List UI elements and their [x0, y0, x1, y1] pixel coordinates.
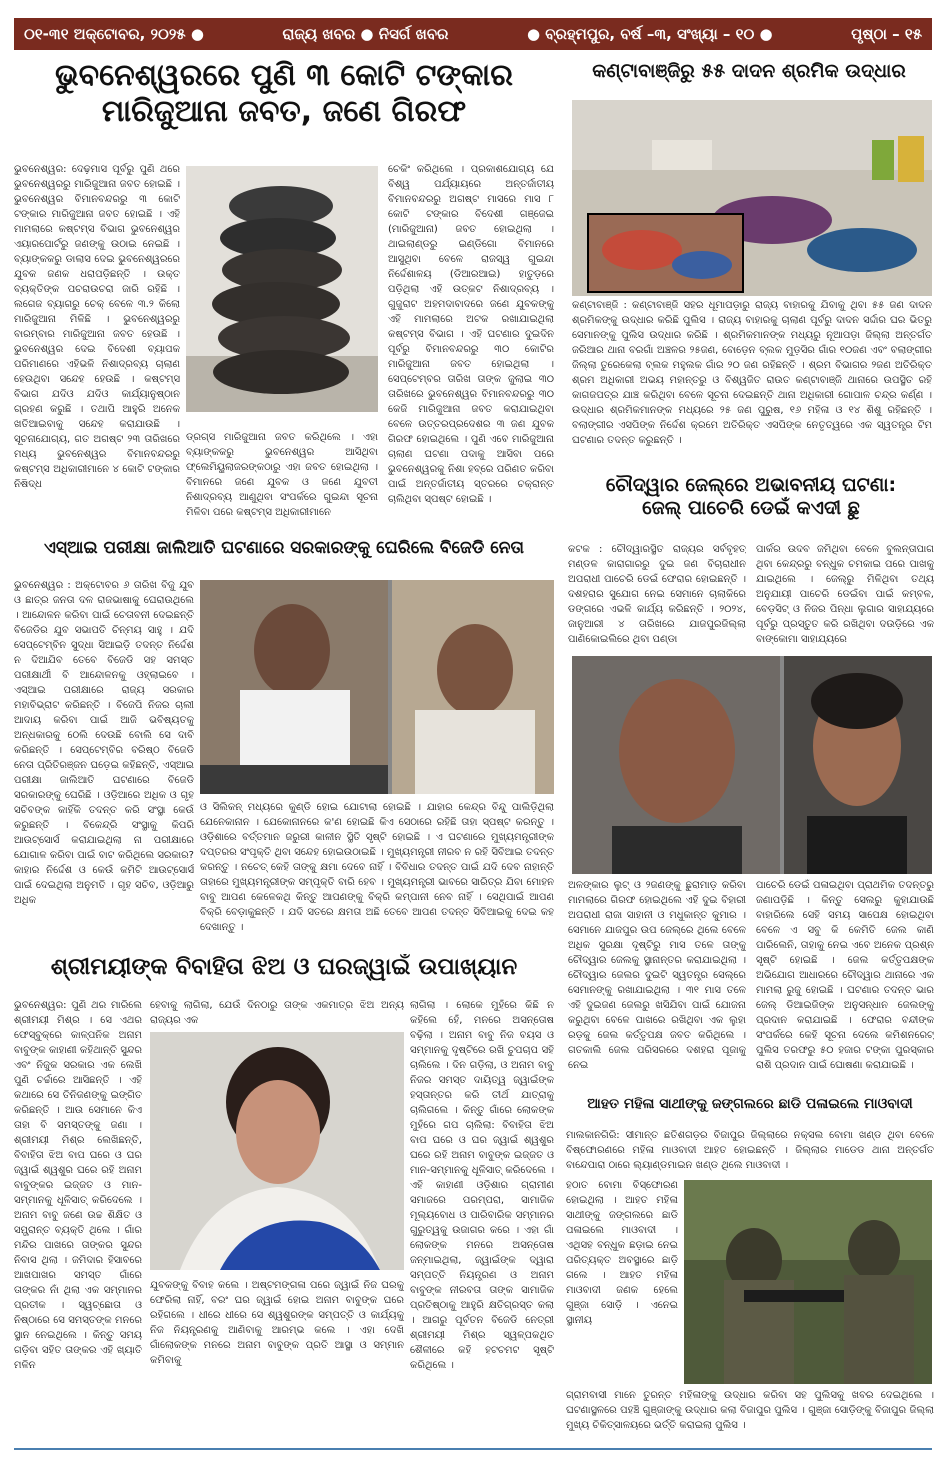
story5-photo-srimayee-mishra — [150, 1032, 404, 1270]
story2-headline: କଣ୍ଟାବାଞ୍ଜିରୁ ୫୫ ଦାଦନ ଶ୍ରମିକ ଉଦ୍ଧାର — [592, 60, 906, 82]
story3-col1-top: କଟକ : ଚୌଦ୍ୱାରସ୍ଥିତ ରାଜ୍ୟର ସର୍ବବୃହତ୍ ମଣ୍ଡଳ କାରାଗାରରୁ ଦୁଇ ଜଣ ବିଚାରାଧୀନ ଅପରାଧୀ ପାଚେରି ଡେଇଁ ଫେରାର ହୋଇଛନ୍ତି । ଦଶହରାର ସୁଯୋଗ ନେଇ ସେମାନେ ଚାଲାକିରେ ଡଙ୍ଗରେ ଏଭଳି କାର୍ଯ୍ୟ କରିଛନ୍ତି । ୨୦୨୪, ଜାନୁଆରୀ ୪ ତାରିଖରେ ଯାଜପୁରଜିଲ୍ଲା ପାଣିକୋଇଲିରେ ଥିବା ପଣ୍ଡା — [568, 544, 746, 645]
story3-headline-line2: ଜେଲ୍ ପାଚେରି ଡେଇଁ କଏଦୀ ଛୁ — [642, 496, 860, 519]
story1-photo-marijuana-packets — [186, 166, 378, 412]
story5-col2-bottom: ଯୁବକଙ୍କୁ ବିବାହ କଲେ । ଅଷ୍ଟମଙ୍ଗଳା ପରେ ଜ୍ୱାଇଁ ନିଜ ଘରକୁ ଫେରିଲା ନାହିଁ, ବରଂ ଘର ଜ୍ୱାଇଁ ହୋଇ ଅନାମ ବାବୁଙ୍କ ଘରେ ରହିଗଲେ । ଧୀରେ ଧୀରେ ସେ ଶ୍ୱଶୁରଙ୍କ ସମ୍ପତ୍ତି ଓ କାର୍ଯ୍ୟକୁ ନିଜ ନିୟନ୍ତ୍ରଣକୁ ଆଣିବାକୁ ଆରମ୍ଭ କଲେ । ଏହା ଦେଖି ଗାଁଲୋକଙ୍କ ମନରେ ଅନାମ ବାବୁଙ୍କ ପ୍ରତି ଆସ୍ଥା ଓ ସମ୍ମାନ କମିବାକୁ — [150, 1280, 404, 1366]
story3-photo-escaped-prisoners — [572, 656, 932, 874]
story4-col2: ଓ ସିଲିକନ୍ ମଧ୍ୟରେ କୁଣ୍ଡି ହୋଇ ଯୋଟାଲା ହୋଇଛି । ଯାହାର କେନ୍ଦ୍ର ବିନ୍ଦୁ ପାଲିଡ଼ିଥିଲା ଯେନେକାନାନ । ଯେକୋନାନରେ କ'ଣ ହୋଇଛି କିଏ ସେଠାରେ ରହିଛି ତାହା ସ୍ପଷ୍ଟ କରନ୍ତୁ । ଓଡ଼ିଶାରେ ବର୍ତ୍ତମାନ ଜରୁରୀ କାଳୀନ ସ୍ଥିତି ସୃଷ୍ଟି ହୋଇଛି । ଏ ଘଟଣାରେ ମୁଖ୍ୟମନ୍ତ୍ରୀଙ୍କ ଦପ୍ତରର ସଂପୃକ୍ତି ଥିବା ସନ୍ଦେହ ହୋଇଉଠାଇଛି । ମୁଖ୍ୟମନ୍ତ୍ରୀ ନୀରବ ନ ରହି ସିବିଆଇ ତଦନ୍ତ କରନ୍ତୁ । ନଚେତ୍ କେହି ତାଙ୍କୁ କ୍ଷମା ଦେବେ ନାହିଁ । ବିବିଧାର ତଦନ୍ତ ପାଇଁ ଯଦି ଦେବ ନାହାନ୍ତି ତାହାରେ ମୁଖ୍ୟମନ୍ତ୍ରୀଙ୍କ ସମ୍ପୃକ୍ତି ବାରି ହେବ । ମୁଖ୍ୟମନ୍ତ୍ରୀ ଭାବରେ ସାରିତ୍ର ଯିବା ମୋହନ ବାବୁ ଆପଣ କେଳେକଥି କିନ୍ତୁ ଆପଣଙ୍କୁ ବିକ୍ରି କମ୍ପାନୀ ନେବ ନାହିଁ । ସେଥିପାଇଁ ଆପଣ ବିକ୍ରି ବେଡ଼ାକୁଛନ୍ତି । ଯଦି ସତରେ କ୍ଷମତା ଅଛି ତେବେ ଆପଣ ତଦନ୍ତ ସିବିଆଇକୁ ଦେଇ କହ ଦେଖାନ୍ତୁ । — [200, 802, 554, 933]
story2-photo-rescued-workers — [572, 100, 932, 296]
story5-headline: ଶ୍ରୀମୟୀଙ୍କ ବିବାହିତା ଝିଅ ଓ ଘରଜ୍ୱାଇଁ ଉପାଖ୍ୟାନ — [50, 954, 518, 980]
story3-headline — [568, 474, 934, 540]
story1-headline-line1: ଭୁବନେଶ୍ୱରରେ ପୁଣି ୩ କୋଟି ଟଙ୍କାର — [55, 58, 513, 93]
masthead-sections: ରାଜ୍ୟ ଖବର ● ନିସର୍ଗ ଖବର — [282, 25, 449, 43]
story1-col2-bottom: ଡ୍ରଗ୍ସ ମାରିଜୁଆନା ଜବତ କରିଥିଲେ । ଏହା ବ୍ୟାଙ୍କକରୁ ଭୁବନେଶ୍ୱର ଆସିଥିବା ଫ୍ଲେମିୟୁଲାଜରଙ୍କଠାରୁ ଏହା ଜବତ ହୋଇଥିଲା । ବିମାନରେ ଜଣେ ଯୁବକ ଓ ଜଣେ ଯୁବତୀ ନିଶାଦ୍ରବ୍ୟ ଆଣୁଥିବା ସଂପର୍କରେ ଗୁଇନ୍ଦା ସୂଚନା ମିଳିବା ପରେ କଷ୍ଟମ୍ସ ଅଧିକାରୀମାନେ — [186, 432, 378, 518]
story3-col1-bottom: ଅଳଙ୍କାର ଲୁଟ୍ ଓ ୨ଜଣଙ୍କୁ ଛୁରାମାଡ଼ କରିବା ମାମଲାରେ ଗିରଫ ହୋଇଥିଲେ ଏହି ଦୁଇ ବିହାରୀ ଅପରାଧୀ ରାଜା ସାହାନୀ ଓ ମଧୁକାନ୍ତ କୁମାର । ସେମାନେ ଯାଜପୁର ଉପ ଜେଲ୍‌ରେ ଥିଲେ ବେଳେ ଅଧିକ ସୁରକ୍ଷା ଦୃଷ୍ଟିରୁ ମାସ ତଳେ ତାଙ୍କୁ ଚୌଦ୍ୱାର ଜେଲକୁ ସ୍ଥାନାନ୍ତର କରାଯାଇଥିଲା । ଚୌଦ୍ୱାର ଜେଲର ଦୁଇଟି ସ୍ୱତନ୍ତ୍ର ସେଲ୍‌ରେ ସେମାନଙ୍କୁ ରଖାଯାଇଥିଲା । ୩୧ ମାସ ତଳେ ଏହି ଦୁଇଜଣ ଜେଲରୁ ଖସିଯିବା ପାଇଁ ଯୋଜନା କରୁଥିବା ବେଳେ ପାଖରେ ରଖିଥିବା ଏକ ଲୁହା ରଡ଼କୁ ଜେଲ କର୍ତ୍ତୃପକ୍ଷ ଜବତ କରିଥିଲେ । ଗତକାଲି ଜେଲ ପରିସରରେ ଦଶହରା ପୂଜାକୁ ନେଇ — [568, 880, 746, 1071]
story6-photo-security-forces — [684, 1180, 932, 1384]
story2-body: କଣ୍ଟାବାଞ୍ଜି : କଣ୍ଟାବାଞ୍ଜି ସହର ଧୂମାପଡ଼ାରୁ ରାଜ୍ୟ ବାହାରକୁ ଯିବାକୁ ଥିବା ୫୫ ଜଣ ଦାଦନ ଶ୍ରମିକଙ୍କୁ ଉଦ୍ଧାର କରିଛି ପୁଲିସ । ରାଜ୍ୟ ବାହାରକୁ ଚାଲାଣ ପୂର୍ବରୁ ଦାଦନ ସର୍ଦ୍ଦାର ଘର ଭିତରୁ ସେମାନଙ୍କୁ ପୁଲିସ ଉଦ୍ଧାର କରିଛି । ଶ୍ରମିକମାନଙ୍କ ମଧ୍ୟରୁ ନୂଆପଡ଼ା ଜିଲ୍ଲା ଅନ୍ତର୍ଗତ ଜରିଆର ଥାନା ବରଗାଁ ଅଞ୍ଚଳର ୨୫ଜଣ, ବୋଡ଼େନ ବ୍ଲକ ମୁଡ଼ସିର ଗାଁର ୧୦ଜଣ ଏବଂ ବଲାଙ୍ଗୀର ଜିଲ୍ଲା ତୁରେକେଲା ବ୍ଲକ ମହୁଲକ ଗାଁର ୨୦ ଜଣ ରହିଛନ୍ତି । ଶ୍ରମ ବିଭାଗର ୨ଜଣ ଅତିରିକ୍ତ ଶ୍ରମ ଅଧିକାରୀ ଅଭୟ ମହାନ୍ତରୁ ଓ ବିଶ୍ୱଜିତ ରାଉତ କଣ୍ଟାବାଞ୍ଜି ଥାନାରେ ଉପସ୍ଥିତ ରହି କାଗଜପତ୍ର ଯାଞ୍ଚ କରିଥିବା ବେଳେ ସୂଚନା ଦେଇଛନ୍ତି ଥାନା ଅଧିକାରୀ ଗୋପାଳ ଚନ୍ଦ୍ର କର୍ଣ୍ଣ । ଉଦ୍ଧାର ଶ୍ରମିକମାନଙ୍କ ମଧ୍ୟରେ ୨୫ ଜଣ ପୁରୁଷ, ୧୬ ମହିଳା ଓ ୧୪ ଶିଶୁ ରହିଛନ୍ତି । ବଲାଙ୍ଗୀର ଏସପିଙ୍କ ନିର୍ଦ୍ଦେଶ କ୍ରମେ ଅତିରିକ୍ତ ଏସପିଙ୍କ ନେତୃତ୍ୱରେ ଏକ ସ୍ୱତନ୍ତ୍ର ଟିମ ଘଟଣାର ତଦନ୍ତ କରୁଛନ୍ତି । — [572, 300, 932, 446]
story4-headline: ଏସ୍ଆଇ ପରୀକ୍ଷା ଜାଲିଆତି ଘଟଣାରେ ସରକାରଙ୍କୁ ଘେରିଲେ ବିଜେଡି ନେତା — [43, 538, 525, 558]
story3-col2-bottom: ପାଚେରି ଡେଇଁ ପଳାଇଥିବା ପ୍ରାଥମିକ ତଦନ୍ତରୁ ଜଣାପଡ଼ିଛି । କିନ୍ତୁ ସେଲରୁ କୁହାଯାଉଛି ବାହାରିଲେ ସେହି ସମୟ ସାପେକ୍ଷ ହୋଇଥିବା ବେଳେ ଏ ସବୁ କି କେମିତି ଜେଲ କାଣି ପାରିଲେନି, ତାହାକୁ ନେଇ ଏବେ ଅନେକ ପ୍ରଶ୍ନ ସୃଷ୍ଟି ହୋଇଛି । ଜେଲ କର୍ତ୍ତୃପକ୍ଷଙ୍କ ଅଭିଯୋଗ ଆଧାରରେ ଚୌଦ୍ୱାର ଥାନାରେ ଏକ ମାମଲା ରୁଜୁ ହୋଇଛି । ଘଟଣାର ତଦନ୍ତ ଭାର ଜେଲ୍ ଡିଆଇଜିଙ୍କ ଅନୁସନ୍ଧାନ ଜେଲଙ୍କୁ ପ୍ରଦାନ କରାଯାଇଛି । ଫେରାର ବନ୍ଦୀଙ୍କ ସଂପର୍କରେ କେହି ସୂଚନା ଦେଲେ କମିଶନରେଟ୍ ପୁଲିସ ତରଫରୁ ୫୦ ହଜାର ଟଙ୍କା ପୁରସ୍କାର ରାଶି ପ୍ରଦାନ ପାଇଁ ଘୋଷଣା କରାଯାଇଛି । — [756, 880, 934, 1071]
story3-headline-line1: ଚୌଦ୍ୱାର ଜେଲ୍‌ରେ ଅଭାବନୀୟ ଘଟଣା: — [605, 474, 897, 496]
masthead-place: ● ବ୍ରହ୍ମପୁର, ବର୍ଷ –୩, ସଂଖ୍ୟା – ୧୦ ● — [526, 25, 773, 43]
page-bottom-rule — [14, 1448, 932, 1450]
story5-col1: ଭୁବନେଶ୍ୱର: ପୁଣି ଥର ମାରିଲେ ଶ୍ରୀମୟୀ ମିଶ୍ର । ସେ ଏଥର ଫେସ୍‌ବୁକ୍‌ରେ କାଳ୍ପନିକ ଅନାମ ବାବୁଙ୍କ କାହାଣୀ କହିଥାନ୍ତି ସୁନ୍ଦର ଏବଂ ନିଜୁକ ସରକାର ଏକ ଲେଖି ପୁଣି ଚର୍ଚ୍ଚାରେ ଆସିଛନ୍ତି । ଏହି କଥାରେ ସେ ତିନିଜଣଙ୍କୁ ଇଙ୍ଗିତ କରିଛନ୍ତି । ଆଉ ସେମାନେ କିଏ ତାହା ବି ସମସ୍ତଙ୍କୁ ଜଣା । ଶ୍ରୀମୟୀ ମିଶ୍ର ଲେଖିଛନ୍ତି, ବିବାହିତା ଝିଅ ବାପ ଘରେ ଓ ଘର ଜ୍ୱାଇଁ ଶ୍ୱଶୁର ଘରେ ରହି ଅନାମ ବାବୁଙ୍କର ଇଜ୍ଜତ ଓ ମାନ-ସମ୍ମାନକୁ ଧୂଳିସାତ୍ କରିଦେଲେ । ଅନାମ ବାବୁ ଜଣେ ଉଚ୍ଚ ଶିକ୍ଷିତ ଓ ସମ୍ଭ୍ରାନ୍ତ ବ୍ୟକ୍ତି ଥିଲେ । ଗାଁର ମନ୍ଦିର ପାଖରେ ତାଙ୍କର ସୁନ୍ଦର ନିବାସ ଥିଲା । ଜମିଦାର ହିସାବରେ ଆଖପାଖର ସମସ୍ତ ଗାଁରେ ତାଙ୍କର ନାଁ ଥିଲା ଏକ ସମ୍ମାନର ପ୍ରତୀକ । ସ୍ୱଚ୍ଛୋତା ଓ ନିଷ୍ଠାରେ ସେ ସମସ୍ତଙ୍କ ମନରେ ସ୍ଥାନ ନେଇଥିଲେ । କିନ୍ତୁ ସମୟ ଗଡ଼ିବା ସହିତ ତାଙ୍କର ଏହି ଖ୍ୟାତି ମଳିନ — [14, 1000, 142, 1371]
story4-photo-bjd-leaders — [200, 580, 554, 794]
story6-headline: ଆହତ ମହିଳା ସାଥୀଙ୍କୁ ଜଙ୍ଗଲରେ ଛାଡି ପଳାଇଲେ ମାଓବାଦୀ — [587, 1096, 913, 1112]
story6-top: ମାଲକାନଗିରି: ସୀମାନ୍ତ ଛତିଶଗଡ଼ର ବିଜାପୁର ଜିଲ୍ଲାରେ ନକ୍ସଲ ବୋମା ଖଣ୍ଡ ଥିବା ବେଳେ ବିଷ୍ଫୋରଣରେ ମହିଳା ମାଓବାଦୀ ଆହତ ହୋଇଛନ୍ତି । ଜିଲ୍ଲାର ମାଡେଡ ଥାନା ଅନ୍ତର୍ଗତ ବାନ୍ଦେପାରା ଠାରେ ଲ୍ୟାଣ୍ଡମାଇନ ଖଣ୍ଡ ଥିଲେ ମାଓବାଦୀ । — [566, 1130, 934, 1171]
story1-col3: ଚେକିଂ କରିଥିଲେ । ପ୍ରକାଶଯୋଗ୍ୟ ଯେ ବିଶ୍ୱ ପର୍ଯ୍ୟାୟରେ ଅନ୍ତର୍ଜାତୀୟ ବିମାନବନ୍ଦରରୁ ଅଗଷ୍ଟ ମାସରେ ମାସ ୮ କୋଟି ଟଙ୍କାର ବିଦେଶୀ ଗଞ୍ଜେଇ (ମାରିଜୁଆନା) ଜବତ ହୋଇଥିଲା । ଥାଇଲାଣ୍ଡରୁ ଇଣ୍ଡିଗୋ ବିମାନରେ ଆସୁଥିବା ବେଳେ ରାଜସ୍ୱ ଗୁଇନ୍ଦା ନିର୍ଦ୍ଦେଶାଳୟ (ଡିଆରଆଇ) ହାତୁଡ଼ରେ ପଡ଼ିଥିଲା ଏହି ଉତ୍କଟ ନିଶାଦ୍ରବ୍ୟ । ଗୁଜୁରାଟ ଅହମଦାବାଦରେ ଜଣେ ଯୁବକଙ୍କୁ ଏହି ମାମଲାରେ ଅଟକ ରଖାଯାଇଥିଲା କଷ୍ଟମ୍ସ ବିଭାଗ । ଏହି ଘଟଣାର ଦୁଇଦିନ ପୂର୍ବରୁ ବିମାନବନ୍ଦରରୁ ୩୦ କୋଟିର ମାରିଜୁଆନା ଜବତ ହୋଇଥିଲା । ସେପ୍ଟେମ୍ବର ତାରିଖ ତାଙ୍କ ଜୁଲାଇ ୩୦ ତାରିଖରେ ଭୁବନେଶ୍ୱର ବିମାନବନ୍ଦରରୁ ୩୦ କେଜି ମାରିଜୁଆନା ଜବତ କରାଯାଇଥିବା ବେଳେ ଉତ୍ତରପ୍ରଦେଶର ୩ ଜଣ ଯୁବକ ଗିରଫ ହୋଇଥିଲେ । ପୁଣି ଏବେ ମାରିଜୁଆନା ଚାଲାଣ ଘଟଣା ପଦାକୁ ଆସିବା ପରେ ଭୁବନେଶ୍ୱରକୁ ନିଶା ହବ୍‌ରେ ପରିଣତ କରିବା ପାଇଁ ଅନ୍ତର୍ଜାତୀୟ ସ୍ତରରେ ଚକ୍ରାନ୍ତ ଚାଲିଥିବା ସ୍ପଷ୍ଟ ହୋଇଛି । — [388, 164, 554, 505]
story1-col1: ଭୁବନେଶ୍ୱର: ଦେଢ଼ମାସ ପୂର୍ବରୁ ପୁଣି ଥରେ ଭୁବନେଶ୍ୱରରୁ ମାରିଜୁଆନା ଜବତ ହୋଇଛି । ଭୁବନେଶ୍ୱର ବିମାନବନ୍ଦରରୁ ୩ କୋଟି ଟଙ୍କାର ମାରିଜୁଆନା ଜବତ ହୋଇଛି । ଏହି ମାମଲାରେ କଷ୍ଟମ୍ସ ବିଭାଗ ଭୁବନେଶ୍ୱର ଏୟାରପୋର୍ଟରୁ ଜଣଙ୍କୁ ଉଠାଇ ନେଇଛି । ବ୍ୟାଙ୍କକରୁ ଡାଲାସ ଦେଇ ଭୁବନେଶ୍ୱରରେ ଯୁବକ ଜଣକ ଧରାପଡ଼ିଛନ୍ତି । ଉକ୍ତ ବ୍ୟକ୍ତିଙ୍କ ପଚରାଉଚରା ଜାରି ରହିଛି । ଲଗେଜ ବ୍ୟାଗରୁ ଚେକ୍ ବେଳେ ୩.୨ କିଲୋ ମାରିଜୁଆନା ମିଳିଛି । ଭୁବନେଶ୍ୱରରୁ ବାରମ୍ବାର ମାରିଜୁଆନା ଜବତ ହେଉଛି । ଭୁବନେଶ୍ୱର ଦେଇ ବିଦେଶୀ ବ୍ୟାପକ ପରିମାଣରେ ଏହିଭଳି ନିଶାଦ୍ରବ୍ୟ ଚାଲାଣ ହେଉଥିବା ସନ୍ଦେହ ହେଉଛି । କଷ୍ଟମ୍ସ ବିଭାଗ ଯଦିଓ ଯଦିଓ କାର୍ଯ୍ୟାନୁଷ୍ଠାନ ଗ୍ରହଣ କରୁଛି । ତଥାପି ଆହୁରି ଅନେକ ଖତିଆଇବାକୁ ସନ୍ଦେହ କରାଯାଉଛି । ସୂଚନାଯୋଗ୍ୟ, ଗତ ଅଗଷ୍ଟ ୨୩ ତାରିଖରେ ମଧ୍ୟ ଭୁବନେଶ୍ୱର ବିମାନବନ୍ଦରରୁ କଷ୍ଟମ୍ସ ଅଧିକାରୀମାନେ ୪ କୋଟି ଟଙ୍କାର ନିଷିଦ୍ଧ — [14, 164, 180, 490]
story1-headline — [14, 58, 554, 154]
masthead-date: ୦୧-୩୧ ଅକ୍ଟୋବର, ୨୦୨୫ ● — [24, 25, 204, 43]
story6-bottom: ଗ୍ରାମବାସୀ ମାନେ ତୁରନ୍ତ ମହିଳାଙ୍କୁ ଉଦ୍ଧାର କରିବା ସହ ପୁଲିସକୁ ଖବର ଦେଇଥିଲେ । ଘଟଣାସ୍ଥଳରେ ପହଞ୍ଚି ଗୁଞ୍ଜାଙ୍କୁ ଉଦ୍ଧାର କଲା ବିଜାପୁର ପୁଲିସ । ଗୁଞ୍ଜା ସୋଡ଼ିଙ୍କୁ ବିଜାପୁର ଜିଲ୍ଲା ମୁଖ୍ୟ ଚିକିତ୍ସାଳୟରେ ଭର୍ତ୍ତି କରାଇଲା ପୁଲିସ । — [566, 1390, 934, 1431]
story4-col1: ଭୁବନେଶ୍ୱର : ଅକ୍ଟୋବର ୬ ତାରିଖ ବିଜୁ ଯୁବ ଓ ଛାତ୍ର ଜନତା ଦଳ ରାଜଭାଷାକୁ ଘେରାଉଥିଲେ । ଆନ୍ଦୋଳନ କରିବା ପାଇଁ ଚେତାବନୀ ଦେଇଛନ୍ତି ବିଜେଡିର ଯୁବ ସଭାପତି ଚିନ୍ମୟ ସାହୁ । ଯଦି ସେପ୍ଟେମ୍ବିନ ସୁଦ୍ଧା ସିଆଇଡ଼ି ତଦନ୍ତ ନିର୍ଦ୍ଦେଶ ନ ଦିଆଯିବ ତେବେ ବିଜେଡି ସହ ସମସ୍ତ ପରୀକ୍ଷାର୍ଥୀ ବି ଆନ୍ଦୋଳନକୁ ଓହ୍ଲାଇବେ । ଏସ୍ଆଇ ପରୀକ୍ଷାରେ ରାଜ୍ୟ ସରକାର ମହାବିଭ୍ରାଟ କରିଛନ୍ତି । ବିଜେପି ନିଜର ଚାଲୀ ଆଦାୟ କରିବା ପାଇଁ ଆଜି ଭବିଷ୍ୟତକୁ ଅନ୍ଧକାରକୁ ଠେଲି ଦେଉଛି ବୋଲି ସେ ଦାବି କରିଛନ୍ତି । ସେପ୍ଟେମ୍ବିର ବରିଷ୍ଠ ବିଜେଡି ନେତା ପ୍ରିତିରଞ୍ଜନ ଘଡ଼େଇ କହିଛନ୍ତି, ଏସ୍ଆଇ ପରୀକ୍ଷା ଜାଲିଆତି ଘଟଣାରେ ବିଜେଡି ସରକାରଙ୍କୁ ଘେରିଛି । ଓଡ଼ିଆରେ ଅଧିକ ଓ ଗୃହ ସଚିବଙ୍କ କାହିଁକି ତଦନ୍ତ କରି ସଂସ୍ଥା କେଉଁ କରୁଛନ୍ତି । ବିକେନ୍ଦ୍ରି ସଂସ୍ଥାକୁ କିପରି ଆଉଟ୍‌ସୋର୍ସ କରାଯାଇଥିଲା ନା ପରୀକ୍ଷାରେ ଯୋଗାଳ କରିବା ପାଇଁ ବାଟ କରିଥିଲେ ସରକାର? କାହାର ନିର୍ଦ୍ଦେଶ ଓ କେଉଁ କମିଟି ଆଉଟ୍‌ସୋର୍ସ ପାଇଁ ଦେଇଥିଲା ଅନୁମତି । ଗୃହ ସଚିବ, ଓଡ଼ିଆରୁ ଅଧିକ — [14, 580, 194, 906]
story5-col2-top: ହେବାକୁ ଲାଗିଲା, ଯେଉଁ ଦିନଠାରୁ ତାଙ୍କ ଏକମାତ୍ର ଝିଅ ଅନ୍ୟ ରାଜ୍ୟର ଏକ — [150, 1000, 404, 1026]
story5-col3: ଲାଗିଲା । ଲୋକେ ମୁହଁରେ କିଛି ନ କହିଲେ ହେଁ, ମନରେ ଅସନ୍ତୋଷ ବଢ଼ିଲା । ଅନାମ ବାବୁ ନିଜ ବୟସ ଓ ସମ୍ମାନକୁ ଦୃଷ୍ଟିରେ ରଖି ଚୁପଚାପ ସହି ଚାଲିଲେ । ଦିନ ଗଡ଼ିଲା, ଓ ଅନାମ ବାବୁ ନିଜର ସମସ୍ତ ଦାୟିତ୍ୱ ଜ୍ୱାଇଁଙ୍କ ହସ୍ତାନ୍ତର କରି ତୀର୍ଥ ଯାତ୍ରାକୁ ଚାଲିଗଲେ । କିନ୍ତୁ ଗାଁରେ ଲୋକଙ୍କ ମୁହଁରେ ଗପ ଚାଲିଲା: ବିବାହିତା ଝିଅ ବାପ ଘରେ ଓ ଘର ଜ୍ୱାଇଁ ଶ୍ୱଶୁର ଘରେ ରହି ଅନାମ ବାବୁଙ୍କ ଇଜ୍ଜତ ଓ ମାନ-ସମ୍ମାନକୁ ଧୂଳିସାତ୍ କରିଦେଲେ । ଏହି କାହାଣୀ ଓଡ଼ିଶାର ଗ୍ରାମୀଣ ସମାଜରେ ପରମ୍ପରା, ସାମାଜିକ ମୂଲ୍ୟବୋଧ ଓ ପାରିବାରିକ ସମ୍ମାନର ଗୁରୁତ୍ୱକୁ ଉଜାଗର କରେ । ଏହା ଗାଁ ଲୋକଙ୍କ ମନରେ ଅସନ୍ତୋଷ ଜନ୍ମାଇଥିଲା, ଜ୍ୱାଇଁଙ୍କ ଦ୍ୱାରା ସମ୍ପତ୍ତି ନିୟନ୍ତ୍ରଣ ଓ ଅନାମ ବାବୁଙ୍କ ନୀରବତା ତାଙ୍କ ସାମାଜିକ ପ୍ରତିଷ୍ଠାକୁ ଆହୁରି କ୍ଷତିଗ୍ରସ୍ତ କଲା । ଆଗରୁ ପୂର୍ବତନ ବିଜେଡି ନେତ୍ରୀ ଶ୍ରୀମୟୀ ମିଶ୍ର ସ୍ୱଳ୍ପକଥିତ ଶୈଳୀରେ କହି ହଟଚମଟ ସୃଷ୍ଟି କରିଥିଲେ । — [410, 1000, 554, 1371]
masthead-page: ପୃଷ୍ଠା – ୧୫ — [851, 25, 922, 43]
story6-left: ହଠାତ ବୋମା ବିସ୍ଫୋରଣ ହୋଇଥିଲା । ଆହତ ମହିଳା ସାଥୀଙ୍କୁ ଜଙ୍ଗଲରେ ଛାଡି ପଳାଇଲେ ମାଓବାଦୀ । ଏଥିସହ ବନ୍ଧୁକ ଛଡ଼ାଇ ନେଇ ପରିତ୍ୟକ୍ତ ଅବସ୍ଥାରେ ଛାଡ଼ି ଗଲେ । ଆହତ ମହିଳା ମାଓବାଦୀ ଜଣକ ହେଲେ ଗୁଞ୍ଜା ସୋଡ଼ି । ଏନେଇ ସ୍ଥାନୀୟ — [566, 1180, 678, 1326]
story1-headline-line2: ମାରିଜୁଆନା ଜବତ, ଜଣେ ଗିରଫ — [101, 94, 467, 129]
masthead-bar — [14, 18, 932, 50]
story3-col2-top: ପାର୍କର ଉଦବ ଜମିଥିବା ବେଳେ ବୁଲନ୍ତାପାଗ ଥିବା କେନ୍ଦ୍ରରୁ ବନ୍ଧୁକ ଚମକାଇ ପରେ ପାଖକୁ ଯାଇଥିଲେ । ଜେଲ୍ରୁ ମିଳିଥିବା ତଥ୍ୟ ଅନୁଯାୟୀ ପାଚେରି ଡେଇଁବା ପାଇଁ କମ୍ବଳ, ବେଡ଼ସିଟ୍ ଓ ନିଜର ପିନ୍ଧା ଲୁଗାର ସାହାଯ୍ୟରେ ପୂର୍ବରୁ ପ୍ରସ୍ତୁତ କରି ରଖିଥିବା ଦଉଡ଼ିରେ ଏକ ବାଙ୍କୋମା ସାହାଯ୍ୟରେ — [756, 544, 934, 645]
